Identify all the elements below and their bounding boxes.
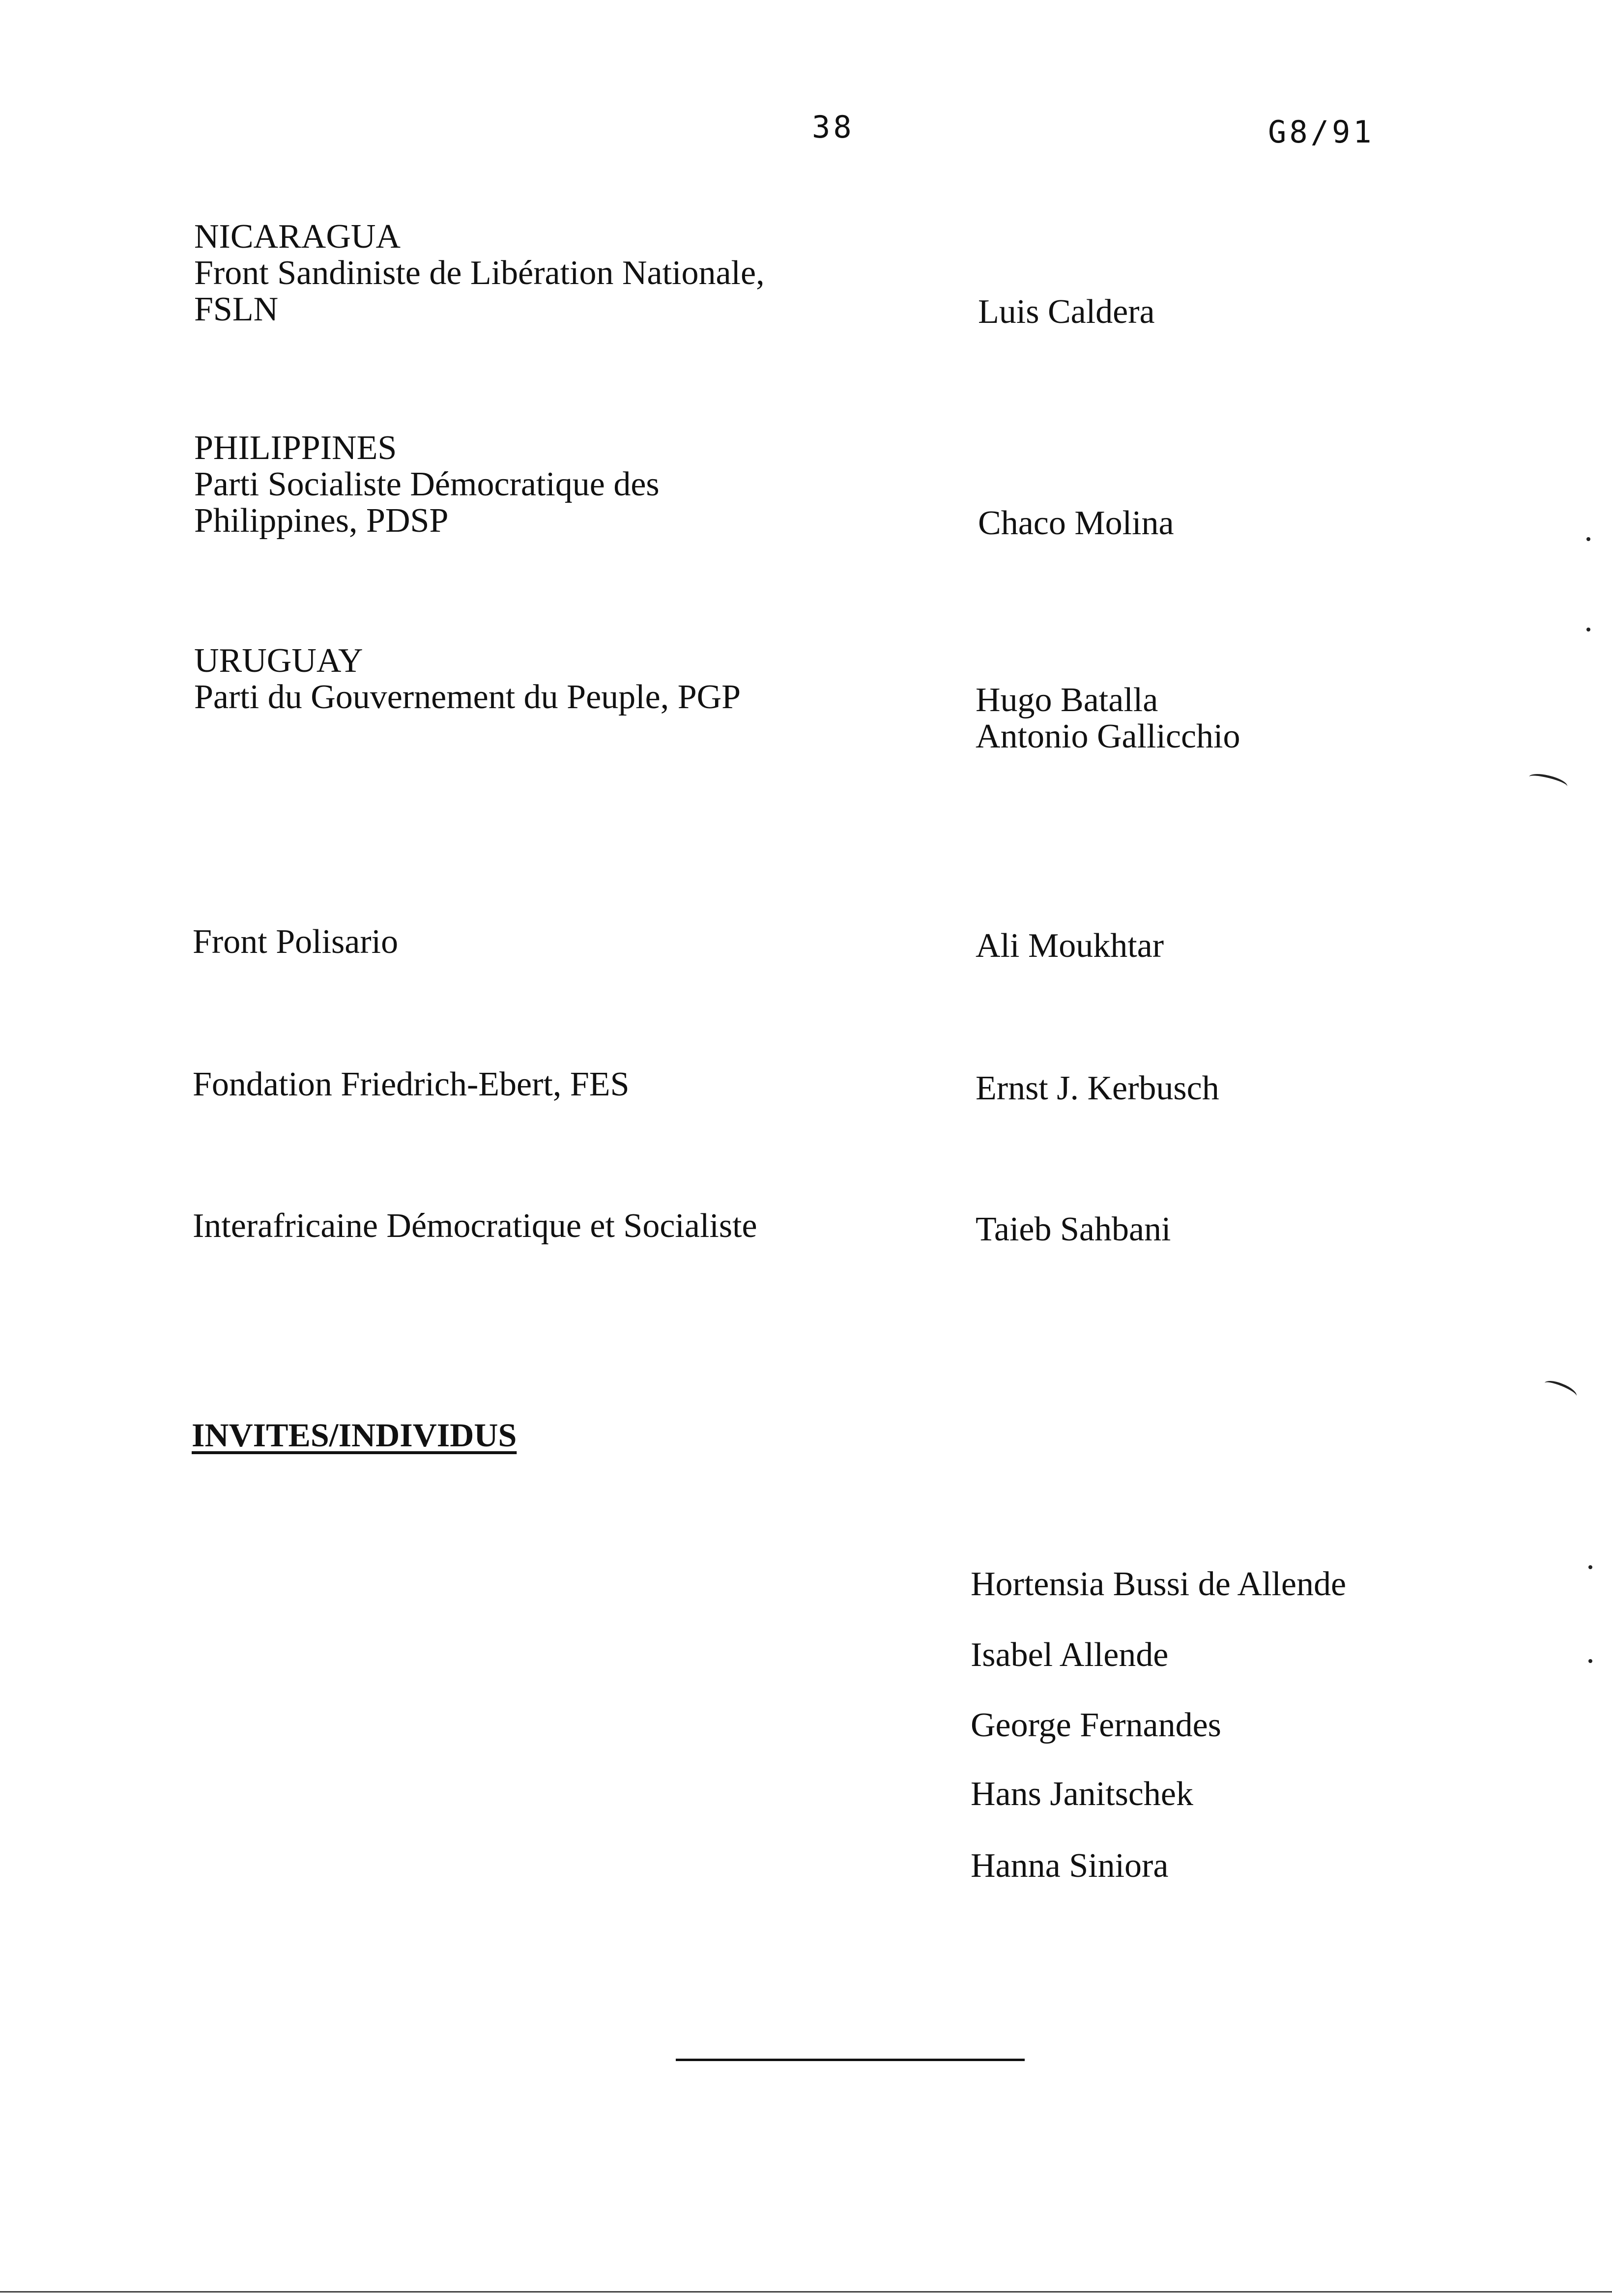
invite-person: Hortensia Bussi de Allende (971, 1565, 1347, 1603)
invite-person: George Fernandes (971, 1706, 1221, 1744)
scan-mark (1542, 1378, 1579, 1402)
entry-person: Taieb Sahbani (976, 1210, 1171, 1248)
scan-speck (1586, 628, 1590, 631)
entry-org-line: Fondation Friedrich-Ebert, FES (193, 1065, 630, 1103)
entry-org-country: NICARAGUA (194, 218, 401, 256)
entry-org-country: URUGUAY (194, 642, 363, 680)
scan-speck (1588, 1565, 1592, 1569)
scan-speck (1588, 1659, 1592, 1663)
entry-person: Antonio Gallicchio (976, 718, 1240, 755)
scan-bottom-edge (0, 2291, 1612, 2293)
entry-person: Ali Moukhtar (976, 927, 1164, 965)
entry-org-line: Front Sandiniste de Libération Nationale, (194, 254, 765, 292)
entry-person: Luis Caldera (978, 293, 1155, 331)
entry-org-line: Philippines, PDSP (194, 502, 449, 540)
entry-org-line: Parti Socialiste Démocratique des (194, 465, 660, 503)
invite-person: Hanna Siniora (971, 1847, 1169, 1885)
scan-mark (1527, 771, 1569, 793)
entry-org-line: Front Polisario (193, 923, 399, 961)
entry-person: Hugo Batalla (976, 681, 1158, 719)
scan-speck (1586, 537, 1590, 541)
entry-org-line: FSLN (194, 290, 279, 328)
invite-person: Hans Janitschek (971, 1775, 1193, 1813)
entry-person: Chaco Molina (978, 504, 1174, 542)
document-reference: G8/91 (1268, 114, 1375, 150)
entry-org-line: Interafricaine Démocratique et Socialiste (193, 1207, 757, 1245)
invites-heading: INVITES/INDIVIDUS (192, 1416, 517, 1454)
entry-org-line: Parti du Gouvernement du Peuple, PGP (194, 678, 741, 716)
page-number: 38 (812, 109, 855, 145)
invite-person: Isabel Allende (971, 1636, 1169, 1674)
entry-org-country: PHILIPPINES (194, 429, 397, 467)
closing-rule (676, 2059, 1025, 2061)
entry-person: Ernst J. Kerbusch (976, 1069, 1219, 1107)
